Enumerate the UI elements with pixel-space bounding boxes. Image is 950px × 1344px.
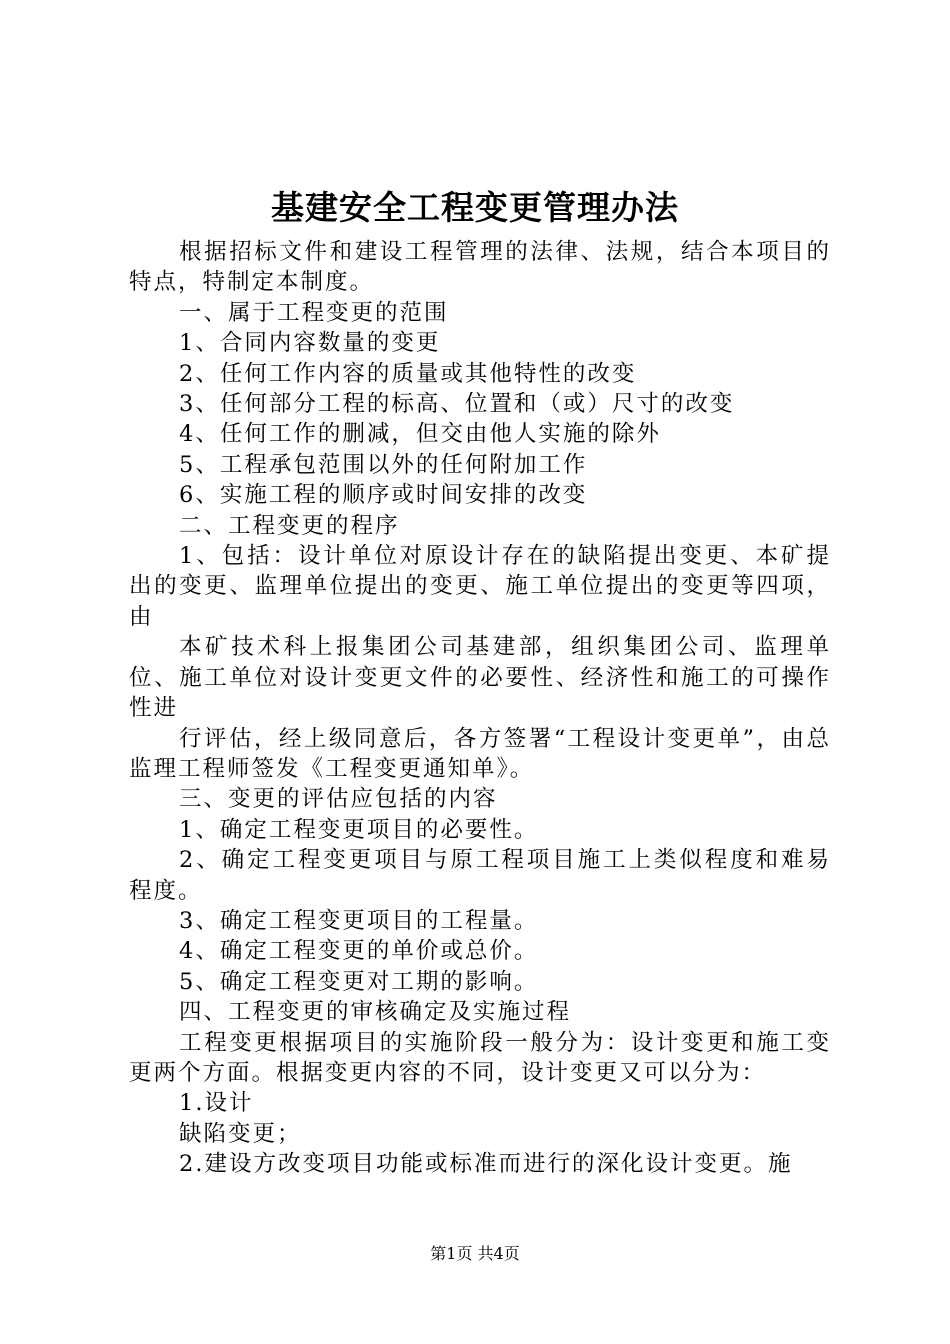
list-item: 1、合同内容数量的变更: [179, 330, 441, 357]
list-item: 2、确定工程变更项目与原工程项目施工上类似程度和难易程度。: [129, 847, 831, 904]
list-item: 缺陷变更；: [179, 1120, 302, 1147]
list-item: 4、任何工作的删减，但交由他人实施的除外: [179, 421, 661, 448]
list-item: 5、工程承包范围以外的任何附加工作: [179, 451, 588, 478]
section-heading: 一、属于工程变更的范围: [179, 299, 449, 326]
section-heading: 四、工程变更的审核确定及实施过程: [179, 999, 572, 1026]
list-item: 2、任何工作内容的质量或其他特性的改变: [179, 360, 637, 387]
list-item: 1、确定工程变更项目的必要性。: [179, 816, 539, 843]
section-heading: 二、工程变更的程序: [179, 512, 400, 539]
paragraph: 行评估，经上级同意后，各方签署“工程设计变更单”，由总监理工程师签发《工程变更通知单》。: [129, 725, 831, 782]
document-body: [129, 237, 831, 1180]
list-item: 2.建设方改变项目功能或标准而进行的深化设计变更。施: [179, 1151, 793, 1178]
list-item: 3、确定工程变更项目的工程量。: [179, 907, 539, 934]
list-item: 4、确定工程变更的单价或总价。: [179, 938, 539, 965]
page-footer: 第1页 共4页: [430, 1244, 520, 1263]
paragraph: 本矿技术科上报集团公司基建部，组织集团公司、监理单位、施工单位对设计变更文件的必要性、经济性和施工的可操作性进: [129, 634, 831, 722]
document-title: 基建安全工程变更管理办法: [271, 188, 679, 227]
list-item: 3、任何部分工程的标高、位置和（或）尺寸的改变: [179, 391, 735, 418]
paragraph: 工程变更根据项目的实施阶段一般分为：设计变更和施工变更两个方面。根据变更内容的不同，设计变更又可以分为：: [129, 1029, 831, 1086]
section-heading: 三、变更的评估应包括的内容: [179, 786, 498, 813]
paragraph: 1、包括：设计单位对原设计存在的缺陷提出变更、本矿提出的变更、监理单位提出的变更、施工单位提出的变更等四项，由: [129, 543, 831, 630]
list-item: 1.设计: [179, 1090, 254, 1117]
paragraph: 根据招标文件和建设工程管理的法律、法规，结合本项目的特点，特制定本制度。: [129, 239, 831, 296]
list-item: 6、实施工程的顺序或时间安排的改变: [179, 482, 588, 509]
list-item: 5、确定工程变更对工期的影响。: [179, 968, 539, 995]
